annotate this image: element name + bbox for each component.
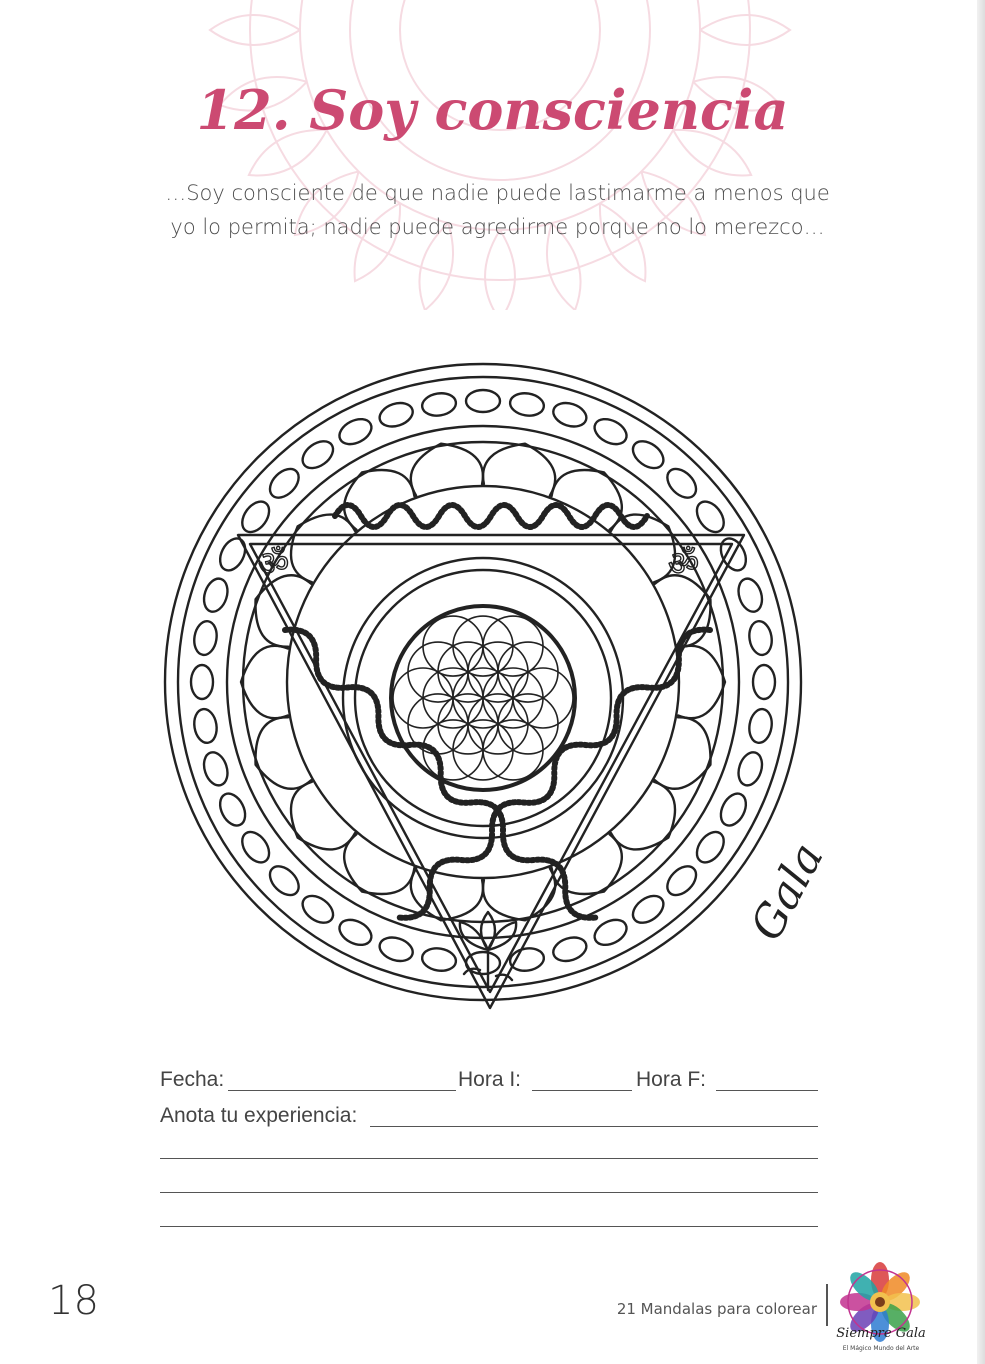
hora-fin-line[interactable]: [716, 1090, 818, 1091]
quote-line-1: …Soy consciente de que nadie puede lastimarme a menos que: [165, 181, 830, 205]
fecha-label: Fecha:: [160, 1068, 225, 1091]
hora-inicio-label: Hora I:: [458, 1068, 522, 1091]
book-title: 21 Mandalas para colorear: [616, 1300, 817, 1318]
experiencia-line-1[interactable]: [370, 1126, 818, 1127]
quote: [150, 176, 845, 244]
hora-fin-label: Hora F:: [636, 1068, 707, 1091]
logo-subtitle: El Mágico Mundo del Arte: [842, 1345, 920, 1352]
svg-text:ॐ: ॐ: [258, 544, 290, 584]
experiencia-label: Anota tu experiencia:: [160, 1104, 358, 1127]
mandala-illustration[interactable]: [150, 330, 840, 1025]
page-number: 18: [48, 1278, 99, 1324]
artist-signature: Gala: [740, 834, 834, 949]
logo-signature: Siempre Gala: [836, 1326, 926, 1341]
svg-text:ॐ: ॐ: [668, 544, 700, 584]
footer-divider: [826, 1284, 828, 1326]
background-mandala: [170, 0, 830, 310]
page-title: 12. Soy consciencia: [196, 78, 789, 142]
fecha-line[interactable]: [228, 1090, 456, 1091]
experience-row: [160, 1104, 818, 1134]
experiencia-line-3[interactable]: [160, 1192, 818, 1193]
experiencia-line-4[interactable]: [160, 1226, 818, 1227]
quote-line-2: yo lo permita; nadie puede agredirme porque no lo merezco…: [170, 215, 825, 239]
date-time-row: [160, 1068, 818, 1098]
hora-inicio-line[interactable]: [532, 1090, 632, 1091]
experiencia-line-2[interactable]: [160, 1158, 818, 1159]
page-edge: [977, 0, 985, 1364]
